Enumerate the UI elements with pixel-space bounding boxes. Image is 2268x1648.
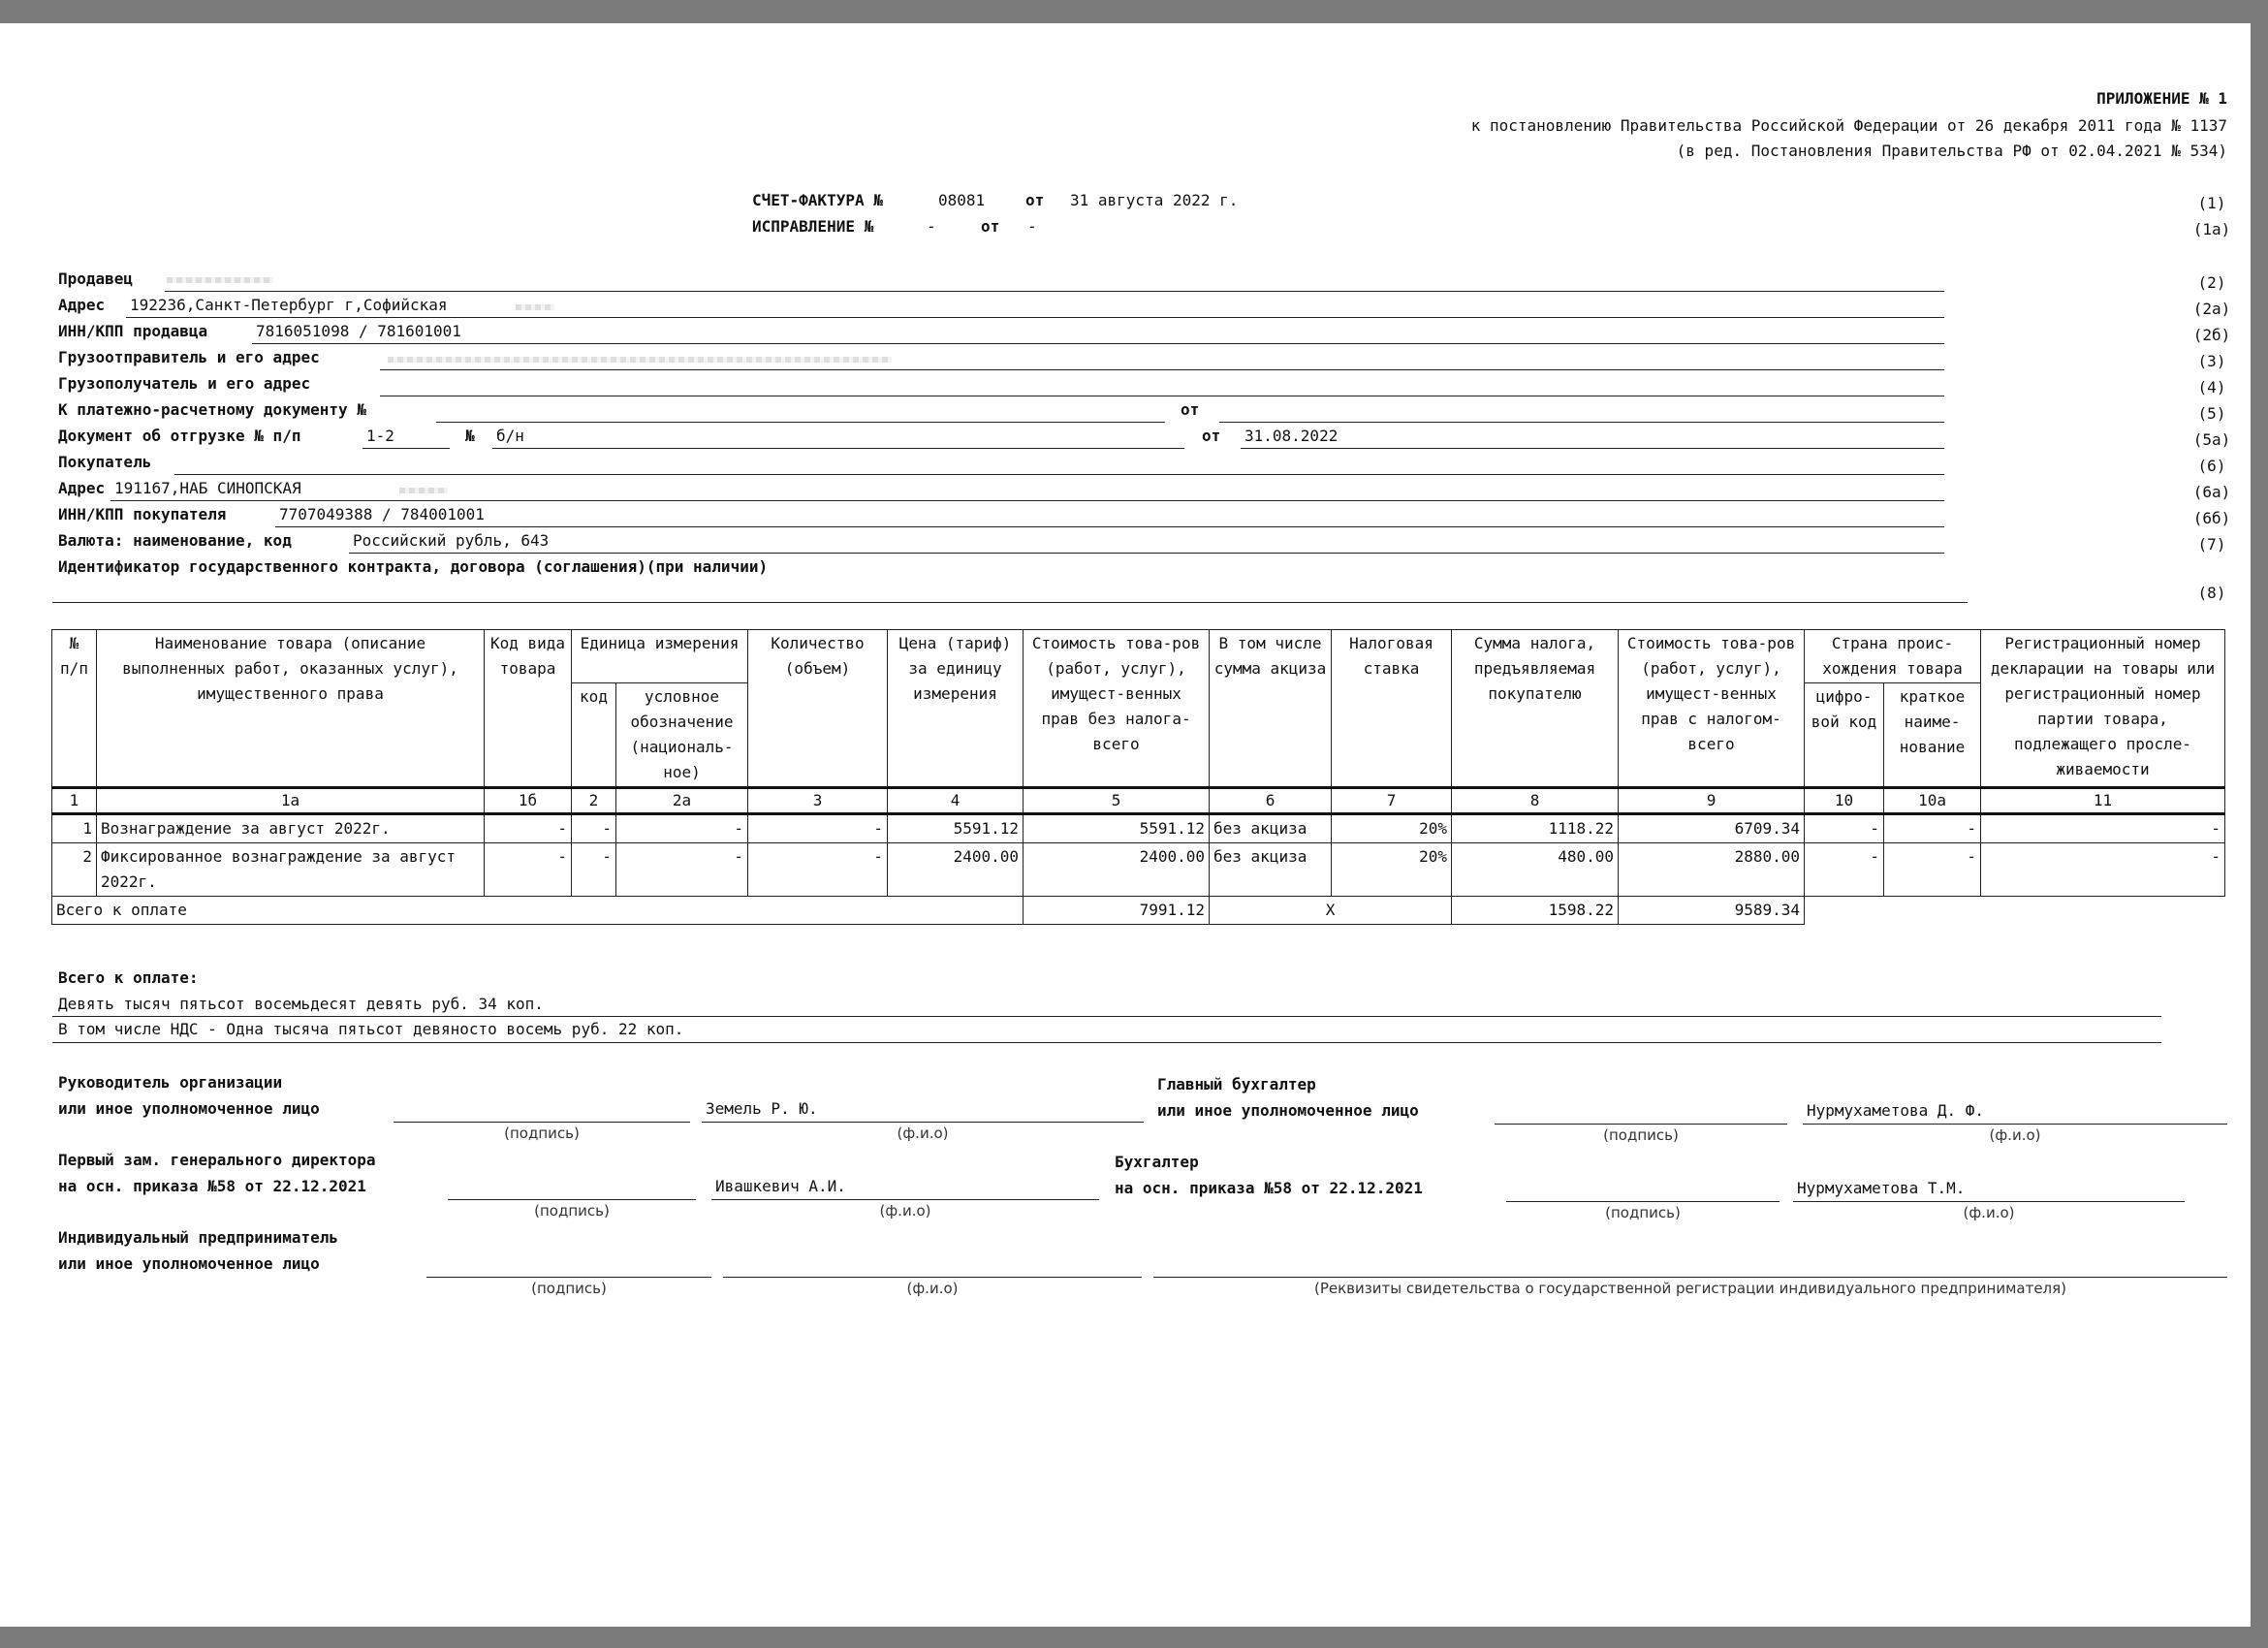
colnum: 1а — [97, 788, 485, 814]
col-header-country-name: краткое наиме-нование — [1884, 683, 1981, 788]
cell-country-code: - — [1805, 843, 1884, 897]
chief-acc-label-2: или иное уполномоченное лицо — [1157, 1101, 1419, 1120]
colnum: 6 — [1210, 788, 1332, 814]
shipment-date-line — [1241, 448, 1944, 449]
payment-doc-line — [436, 422, 1165, 423]
chief-acc-fio-caption: (ф.и.о) — [1989, 1126, 2041, 1144]
cell-kind: - — [485, 843, 572, 897]
shipment-doc-no-label: № — [465, 427, 475, 445]
col-header-qty: Количество (объем) — [748, 630, 888, 788]
col-header-unit-code: код — [572, 683, 616, 788]
colnum: 10 — [1805, 788, 1884, 814]
cell-country-code: - — [1805, 814, 1884, 843]
col-header-name: Наименование товара (описание выполненных работ, оказанных услуг), имущественного права — [97, 630, 485, 788]
colnum: 1б — [485, 788, 572, 814]
deputy-name: Ивашкевич А.И. — [715, 1177, 846, 1195]
seller-inn-label: ИНН/КПП продавца — [58, 322, 208, 340]
invoice-title-label: СЧЕТ-ФАКТУРА № — [752, 191, 883, 209]
ip-fio-line — [723, 1277, 1142, 1278]
cell-name: Фиксированное вознаграждение за август 2022г. — [97, 843, 485, 897]
cell-unit-name: - — [616, 843, 748, 897]
colnum: 1 — [52, 788, 97, 814]
cell-price: 2400.00 — [888, 843, 1024, 897]
shipper-line — [380, 369, 1944, 370]
appendix-line3: (в ред. Постановления Правительства РФ от 02.04.2021 № 534) — [1676, 142, 2227, 160]
cell-kind: - — [485, 814, 572, 843]
shipment-doc-date: 31.08.2022 — [1244, 427, 1339, 445]
total-cost: 7991.12 — [1024, 897, 1210, 925]
col-header-no: № п/п — [52, 630, 97, 788]
shipment-no-line — [492, 448, 1184, 449]
payment-doc-from: от — [1181, 400, 1200, 419]
redacted-shipper — [388, 357, 892, 363]
summary-amount-words: Девять тысяч пятьсот восемьдесят девять руб. 34 коп. — [58, 995, 544, 1013]
col-header-unit-name: условное обозначение (националь-ное) — [616, 683, 748, 788]
total-empty — [1805, 897, 2225, 925]
head-fio-caption: (ф.и.о) — [897, 1125, 949, 1142]
seller-label: Продавец — [58, 269, 134, 288]
col-header-cost: Стоимость това-ров (работ, услуг), имущест-венных прав без налога-всего — [1024, 630, 1210, 788]
cell-total: 2880.00 — [1619, 843, 1805, 897]
col-header-country: Страна проис-хождения товара — [1805, 630, 1981, 683]
cell-total: 6709.34 — [1619, 814, 1805, 843]
row-code-2a: (2а) — [2192, 300, 2231, 318]
cell-cost: 5591.12 — [1024, 814, 1210, 843]
summary-amount-line — [52, 1016, 2161, 1017]
colnum: 7 — [1332, 788, 1452, 814]
invoice-sheet — [0, 23, 2251, 1627]
buyer-inn-line — [275, 526, 1944, 527]
col-header-kind: Код вида товара — [485, 630, 572, 788]
deputy-sign-line — [448, 1199, 696, 1200]
total-label: Всего к оплате — [52, 897, 1024, 925]
cell-rate: 20% — [1332, 843, 1452, 897]
summary-vat-line — [52, 1042, 2161, 1043]
row-code-6b: (6б) — [2192, 509, 2231, 527]
deputy-label-2: на осн. приказа №58 от 22.12.2021 — [58, 1177, 366, 1195]
cell-cost: 2400.00 — [1024, 843, 1210, 897]
cell-qty: - — [748, 843, 888, 897]
row-code-2b: (2б) — [2192, 326, 2231, 344]
buyer-address-value: 191167,НАБ СИНОПСКАЯ — [114, 479, 301, 497]
currency-label: Валюта: наименование, код — [58, 531, 292, 550]
buyer-label: Покупатель — [58, 453, 152, 471]
correction-from-label: от — [981, 217, 1000, 236]
shipment-doc-no: б/н — [496, 427, 524, 445]
row-code-1: (1) — [2197, 194, 2226, 212]
cell-no: 2 — [52, 843, 97, 897]
colnum: 5 — [1024, 788, 1210, 814]
col-header-tax: Сумма налога, предъявляемая покупателю — [1452, 630, 1619, 788]
ip-sign-caption: (подпись) — [531, 1280, 607, 1297]
deputy-sign-caption: (подпись) — [534, 1202, 610, 1220]
consignee-label: Грузополучатель и его адрес — [58, 374, 311, 393]
invoice-number: 08081 — [938, 191, 986, 209]
colnum: 2 — [572, 788, 616, 814]
correction-label: ИСПРАВЛЕНИЕ № — [752, 217, 874, 236]
row-code-2: (2) — [2197, 273, 2226, 292]
appendix-line1: ПРИЛОЖЕНИЕ № 1 — [2096, 89, 2227, 108]
correction-number: - — [927, 217, 936, 236]
summary-vat-words: В том числе НДС - Одна тысяча пятьсот девяносто восемь руб. 22 коп. — [58, 1020, 684, 1038]
row-code-5: (5) — [2197, 404, 2226, 423]
chief-acc-label-1: Главный бухгалтер — [1157, 1075, 1316, 1093]
buyer-address-line — [110, 500, 1944, 501]
ip-cert-caption: (Реквизиты свидетельства о государственной регистрации индивидуального предпринимателя) — [1313, 1280, 2067, 1297]
ip-cert-line — [1153, 1277, 2227, 1278]
col-header-rate: Налоговая ставка — [1332, 630, 1452, 788]
shipper-label: Грузоотправитель и его адрес — [58, 348, 320, 366]
cell-excise: без акциза — [1210, 843, 1332, 897]
colnum: 10а — [1884, 788, 1981, 814]
acc-fio-line — [1793, 1201, 2185, 1202]
row-code-5a: (5а) — [2192, 430, 2231, 449]
cell-reg: - — [1981, 814, 2225, 843]
head-fio-line — [702, 1122, 1144, 1123]
cell-unit-name: - — [616, 814, 748, 843]
col-header-price: Цена (тариф) за единицу измерения — [888, 630, 1024, 788]
colnum: 11 — [1981, 788, 2225, 814]
table-total-row — [52, 897, 2225, 925]
total-total: 9589.34 — [1619, 897, 1805, 925]
redacted-buyer-address — [399, 488, 448, 493]
colnum: 9 — [1619, 788, 1805, 814]
head-label-2: или иное уполномоченное лицо — [58, 1099, 320, 1118]
row-code-4: (4) — [2197, 378, 2226, 396]
acc-label-2: на осн. приказа №58 от 22.12.2021 — [1115, 1179, 1423, 1197]
ip-sign-line — [426, 1277, 711, 1278]
colnum: 2а — [616, 788, 748, 814]
seller-address-line — [126, 317, 1944, 318]
colnum: 3 — [748, 788, 888, 814]
head-sign-caption: (подпись) — [504, 1125, 580, 1142]
deputy-label-1: Первый зам. генерального директора — [58, 1151, 376, 1169]
ip-label-1: Индивидуальный предприниматель — [58, 1228, 338, 1247]
redacted-seller-address — [516, 304, 554, 310]
head-label-1: Руководитель организации — [58, 1073, 283, 1092]
buyer-address-label: Адрес — [58, 479, 106, 497]
cell-excise: без акциза — [1210, 814, 1332, 843]
row-code-7: (7) — [2197, 535, 2226, 554]
ip-fio-caption: (ф.и.о) — [906, 1280, 959, 1297]
column-number-row — [52, 788, 2225, 814]
seller-line — [165, 291, 1944, 292]
deputy-fio-caption: (ф.и.о) — [879, 1202, 931, 1220]
seller-inn-line — [252, 343, 1944, 344]
currency-line — [349, 553, 1944, 554]
summary-label: Всего к оплате: — [58, 968, 199, 987]
cell-unit-code: - — [572, 814, 616, 843]
chief-acc-sign-caption: (подпись) — [1603, 1126, 1679, 1144]
cell-tax: 1118.22 — [1452, 814, 1619, 843]
invoice-date: 31 августа 2022 г. — [1070, 191, 1239, 209]
payment-doc-date-line — [1219, 422, 1944, 423]
cell-country-name: - — [1884, 843, 1981, 897]
acc-sign-line — [1506, 1201, 1780, 1202]
col-header-reg: Регистрационный номер декларации на товары или регистрационный номер партии товара, подлежащего просле-живаемости — [1981, 630, 2225, 788]
cell-unit-code: - — [572, 843, 616, 897]
row-code-1a: (1а) — [2192, 220, 2231, 238]
table-row — [52, 843, 2225, 897]
col-header-total: Стоимость това-ров (работ, услуг), имущест-венных прав с налогом-всего — [1619, 630, 1805, 788]
head-name: Земель Р. Ю. — [706, 1099, 818, 1118]
row-code-3: (3) — [2197, 352, 2226, 370]
table-row — [52, 814, 2225, 843]
cell-name: Вознаграждение за август 2022г. — [97, 814, 485, 843]
shipment-doc-from: от — [1202, 427, 1221, 445]
correction-date: - — [1027, 217, 1037, 236]
seller-inn-value: 7816051098 / 781601001 — [256, 322, 461, 340]
col-header-unit: Единица измерения — [572, 630, 748, 683]
invoice-from-label: от — [1025, 191, 1045, 209]
row-code-6: (6) — [2197, 457, 2226, 475]
total-tax: 1598.22 — [1452, 897, 1619, 925]
buyer-inn-value: 7707049388 / 784001001 — [279, 505, 485, 523]
colnum: 4 — [888, 788, 1024, 814]
buyer-line — [174, 474, 1944, 475]
row-code-6a: (6а) — [2192, 483, 2231, 501]
items-table — [51, 629, 2225, 925]
shipment-doc-range: 1-2 — [366, 427, 394, 445]
chief-acc-name: Нурмухаметова Д. Ф. — [1807, 1101, 1985, 1120]
currency-value: Российский рубль, 643 — [353, 531, 550, 550]
chief-acc-fio-line — [1803, 1124, 2227, 1125]
col-header-excise: В том числе сумма акциза — [1210, 630, 1332, 788]
payment-doc-label: К платежно-расчетному документу № — [58, 400, 366, 419]
cell-country-name: - — [1884, 814, 1981, 843]
shipment-range-line — [362, 448, 450, 449]
col-header-country-code: цифро-вой код — [1805, 683, 1884, 788]
cell-no: 1 — [52, 814, 97, 843]
table-header-row — [52, 630, 2225, 683]
cell-tax: 480.00 — [1452, 843, 1619, 897]
shipment-doc-label: Документ об отгрузке № п/п — [58, 427, 301, 445]
acc-sign-caption: (подпись) — [1605, 1204, 1681, 1221]
head-sign-line — [394, 1122, 690, 1123]
cell-price: 5591.12 — [888, 814, 1024, 843]
acc-label-1: Бухгалтер — [1115, 1153, 1199, 1171]
deputy-fio-line — [711, 1199, 1099, 1200]
acc-fio-caption: (ф.и.о) — [1963, 1204, 2015, 1221]
seller-address-label: Адрес — [58, 296, 106, 314]
cell-reg: - — [1981, 843, 2225, 897]
ip-label-2: или иное уполномоченное лицо — [58, 1254, 320, 1273]
row-code-8: (8) — [2197, 584, 2226, 602]
contract-label: Идентификатор государственного контракта, договора (соглашения)(при наличии) — [58, 557, 769, 576]
acc-name: Нурмухаметова Т.М. — [1797, 1179, 1966, 1197]
appendix-line2: к постановлению Правительства Российской Федерации от 26 декабря 2011 года № 1137 — [1470, 116, 2227, 135]
contract-line — [52, 602, 1968, 603]
cell-rate: 20% — [1332, 814, 1452, 843]
total-excise: X — [1210, 897, 1452, 925]
seller-address-value: 192236,Санкт-Петербург г,Софийская — [130, 296, 448, 314]
chief-acc-sign-line — [1495, 1124, 1787, 1125]
colnum: 8 — [1452, 788, 1619, 814]
buyer-inn-label: ИНН/КПП покупателя — [58, 505, 227, 523]
redacted-seller — [167, 277, 273, 283]
cell-qty: - — [748, 814, 888, 843]
